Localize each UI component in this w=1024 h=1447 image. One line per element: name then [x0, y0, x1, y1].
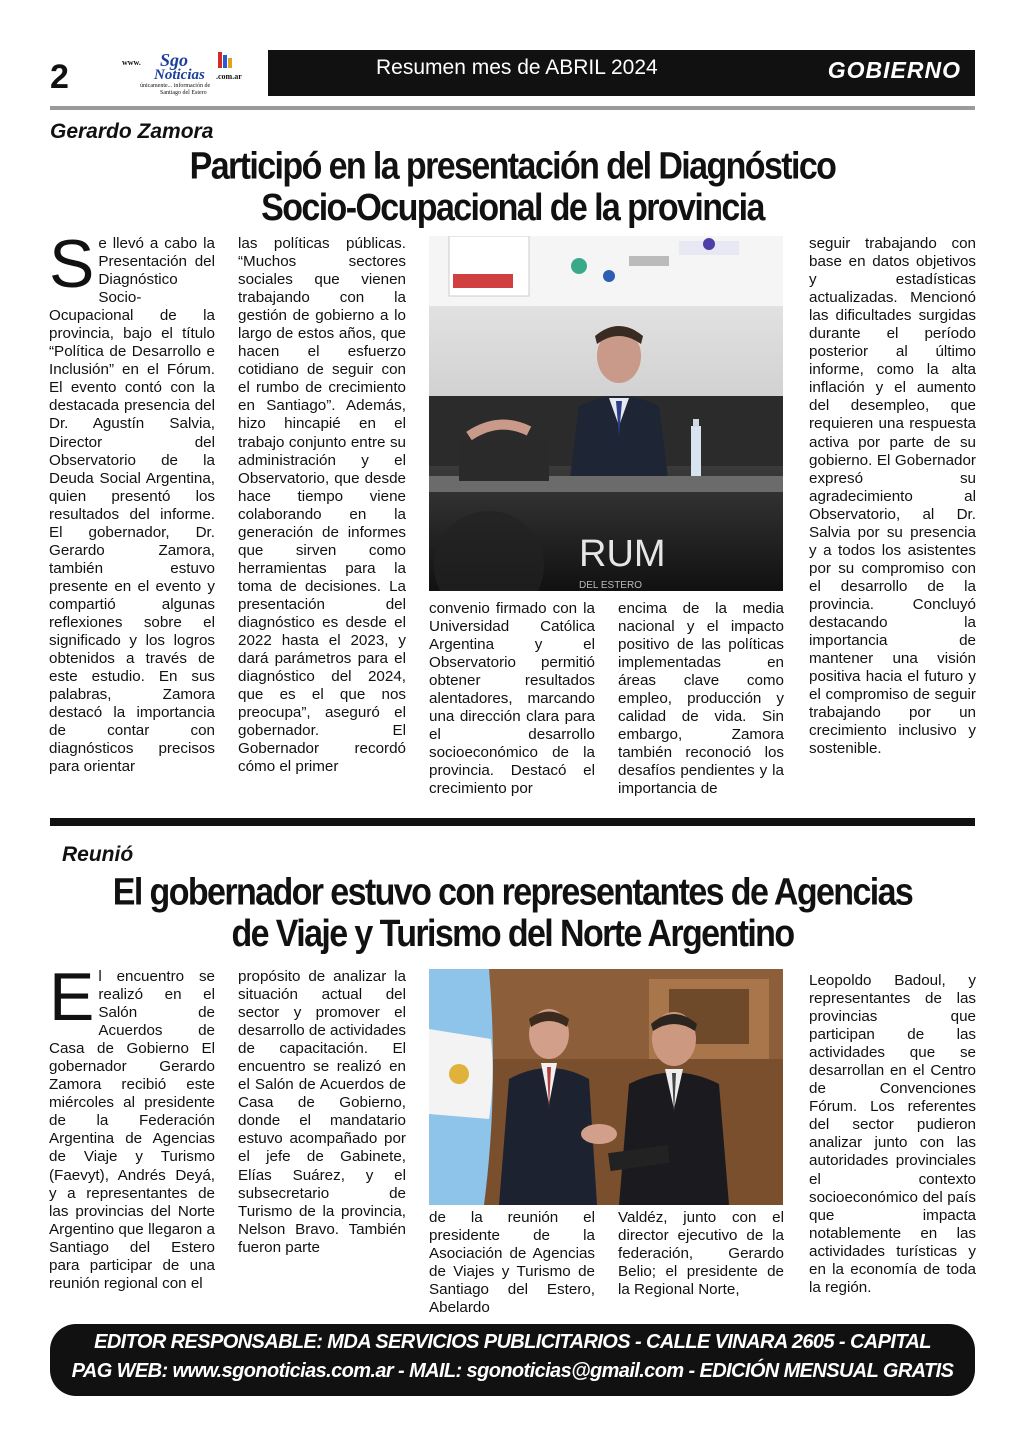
article2-kicker: Reunió [62, 843, 134, 866]
header-bar [268, 50, 975, 96]
article1-column-4: encima de la media nacional y el impacto positivo de las políticas implementadas en áreas clave como empleo, producción y calidad de vida. Sin embargo, Zamora también reconoció los desafíos pendientes y la importancia de [618, 600, 784, 798]
article-separator [50, 818, 975, 826]
article1-photo [429, 236, 783, 591]
article1-headline-line2: Socio-Ocupacional de la provincia [261, 186, 764, 229]
article2-headline [50, 872, 975, 955]
sgonoticias-logo[interactable] [120, 50, 270, 96]
article2-column-1 [49, 959, 215, 1293]
photo-forum-sign: RUM [579, 533, 666, 575]
article1-col1-text: e llevó a cabo la Presentación del Diagnóstico Socio-Ocupacional de la provincia, bajo el título “Política de Desarrollo e Inclusión” en el Fórum. El evento contó con la destacada presencia del Dr. Agustín Salvia, Director del Observatorio de la Deuda Social Argentina, quien presentó los resultados del informe. El gobernador, Dr. Gerardo Zamora, también estuvo presente en el evento y compartió algunas reflexiones sobre el significado y los logros obtenidos a través de este estudio. En sus palabras, Zamora destacó la importancia de contar con diagnósticos precisos para orientar [49, 235, 215, 776]
logo-brand-bottom: Noticias [154, 67, 205, 83]
issue-title: Resumen mes de ABRIL 2024 [376, 56, 658, 79]
article1-headline-line1: Participó en la presentación del Diagnóstico [189, 144, 836, 188]
article2-col1-text: l encuentro se realizó en el Salón de Acuerdos de Casa de Gobierno El gobernador Gerardo Zamora recibió este miércoles al presidente de la Federación Argentina de Agencias de Viaje y Turismo (Faevyt), Andrés Deyá, y a representantes de las provincias del Norte Argentino que llegaron a Santiago del Estero para participar de una reunión regional con el [49, 968, 215, 1292]
logo-domain: .com.ar [216, 72, 242, 81]
article1-column-5: seguir trabajando con base en datos objetivos y estadísticas actualizadas. Mencionó las dificultades surgidas durante el período posterior al último informe, como la alta inflación y el aumento del desempleo, que requieren una respuesta activa por parte de su gobierno. El Gobernador expresó su agradecimiento al Observatorio, al Dr. Salvia por su presencia y a todos los asistentes por su compromiso con el desarrollo de la provincia. Concluyó destacando la importancia de mantener una visión positiva hacia el futuro y el compromiso de seguir trabajando por un crecimiento inclusivo y sostenible. [809, 235, 976, 758]
article1-column-3: convenio firmado con la Universidad Católica Argentina y el Observatorio permitió obtener resultados alentadores, marcando una dirección clara para el desarrollo socioeconómico de la provincia. Destacó el crecimiento por [429, 600, 595, 798]
section-label: GOBIERNO [827, 57, 961, 83]
article2-column-2: propósito de analizar la situación actual del sector y promover el desarrollo de actividades de capacitación. El encuentro se realizó en el Salón de Acuerdos de Casa de Gobierno, donde el mandatario estuvo acompañado por el jefe de Gabinete, Elías Suárez, y el subsecretario de Turismo de la provincia, Nelson Bravo. También fueron parte [238, 968, 407, 1256]
page-number: 2 [50, 58, 69, 96]
footer-editor-line: EDITOR RESPONSABLE: MDA SERVICIOS PUBLICITARIOS - CALLE VINARA 2605 - CAPITAL [94, 1331, 931, 1353]
article2-dropcap: E [49, 959, 95, 1035]
article1-column-1 [49, 226, 215, 776]
article1-headline [50, 146, 975, 229]
article1-column-2: las políticas públicas. “Muchos sectores sociales que vienen trabajando con la gestión de gobierno a lo largo de estos años, que hacen el esfuerzo cotidiano de seguir con el rumbo de crecimiento en Santiago”. Además, hizo hincapié en el trabajo conjunto entre su administración y el Observatorio, que desde hace tiempo viene colaborando en la generación de informes que sirven como herramientas para la toma de decisiones. La presentación del diagnóstico es desde el 2022 hasta el 2023, y dará parámetros para el diagnóstico del 2024, que es el que nos preocupa”, aseguró el gobernador. El Gobernador recordó cómo el primer [238, 235, 406, 776]
photo-forum-sign-sub: DEL ESTERO [579, 580, 642, 591]
article2-column-3: de la reunión el presidente de la Asociación de Agencias de Viajes y Turismo de Santiago del Estero, Abelardo [429, 1209, 595, 1317]
footer-banner [50, 1324, 975, 1396]
logo-brand-top: Sgo [160, 50, 189, 70]
footer-contact-line[interactable]: PAG WEB: www.sgonoticias.com.ar - MAIL: sgonoticias@gmail.com - EDICIÓN MENSUAL GRATIS [71, 1360, 954, 1382]
handshake-photo [429, 969, 783, 1205]
header-divider [50, 106, 975, 110]
logo-flag-icon [218, 52, 232, 68]
logo-tagline-1: únicamente... información de [140, 83, 211, 89]
article1-dropcap: S [49, 226, 95, 302]
logo-www: www. [122, 58, 141, 67]
article2-headline-line1: El gobernador estuvo con representantes de Agencias [112, 870, 913, 914]
forum-presentation-photo [429, 236, 783, 591]
article2-column-5: Leopoldo Badoul, y representantes de las provincias que participan de las actividades que se desarrollan en el Centro de Convenciones Fórum. Los referentes del sector pudieron analizar junto con las autoridades provinciales el contexto socioeconómico del país que impacta notablemente en las actividades turísticas y en la economía de toda la región. [809, 972, 976, 1296]
article2-headline-line2: de Viaje y Turismo del Norte Argentino [231, 912, 794, 955]
logo-tagline-2: Santiago del Estero [160, 90, 207, 96]
article1-kicker: Gerardo Zamora [50, 120, 214, 143]
article2-photo [429, 969, 783, 1205]
article2-column-4: Valdéz, junto con el director ejecutivo de la federación, Gerardo Belio; el presidente de la Regional Norte, [618, 1209, 784, 1299]
